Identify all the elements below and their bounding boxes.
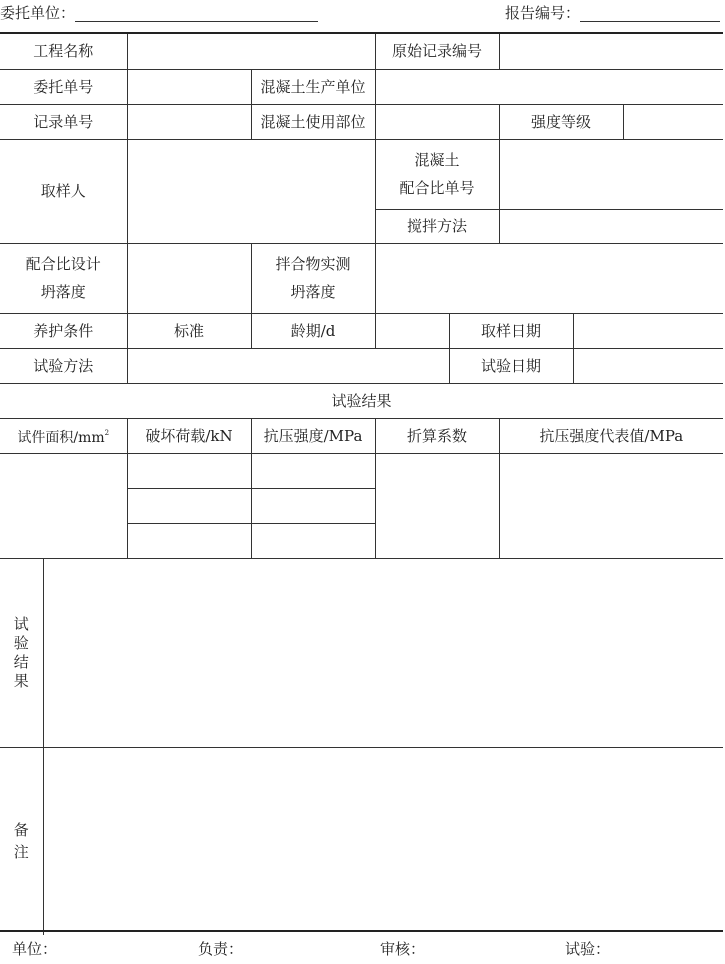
strength-cell-2[interactable] xyxy=(251,488,375,523)
original-record-no-label: 原始记录编号 xyxy=(375,33,499,69)
result-section-label xyxy=(0,558,43,747)
load-cell-3[interactable] xyxy=(127,523,251,558)
report-no-label: 报告编号： xyxy=(505,4,581,22)
strength-cell-3[interactable] xyxy=(251,523,375,558)
project-name-label: 工程名称 xyxy=(0,33,127,69)
col-header-area-sup: 2 xyxy=(104,429,110,437)
col-header-strength: 抗压强度/MPa xyxy=(251,418,375,453)
test-record-form xyxy=(0,32,723,935)
age-cell[interactable] xyxy=(375,313,449,348)
col-header-representative: 抗压强度代表值/MPa xyxy=(499,418,723,453)
header-client-unit xyxy=(0,0,318,28)
strength-grade-cell[interactable] xyxy=(623,104,723,139)
record-no-label: 记录单号 xyxy=(0,104,127,139)
result-section-text: 试验结果 xyxy=(13,614,29,690)
age-label: 龄期/d xyxy=(251,313,375,348)
original-record-no-cell[interactable] xyxy=(499,33,723,69)
measured-slump-line2: 坍落度 xyxy=(290,283,336,301)
mix-ratio-no-label xyxy=(375,139,499,209)
sampler-cell[interactable] xyxy=(127,139,375,243)
strength-cell-1[interactable] xyxy=(251,453,375,488)
mix-ratio-no-line1: 混凝土 xyxy=(414,151,460,169)
mix-ratio-no-cell[interactable] xyxy=(499,139,723,209)
client-unit-label: 委托单位： xyxy=(0,4,76,22)
footer-unit: 单位： xyxy=(12,940,58,958)
client-unit-field[interactable] xyxy=(75,3,318,22)
design-slump-cell[interactable] xyxy=(127,243,251,313)
design-slump-line1: 配合比设计 xyxy=(25,255,101,273)
mix-ratio-no-line2: 配合比单号 xyxy=(399,179,475,197)
concrete-use-part-cell[interactable] xyxy=(375,104,499,139)
concrete-use-part-label: 混凝土使用部位 xyxy=(251,104,375,139)
header-report-no xyxy=(505,0,720,28)
remarks-section-text: 备注 xyxy=(13,821,29,862)
measured-slump-cell[interactable] xyxy=(375,243,723,313)
commission-no-label: 委托单号 xyxy=(0,69,127,104)
commission-no-cell[interactable] xyxy=(127,69,251,104)
mixing-method-label: 搅拌方法 xyxy=(375,209,499,243)
footer-responsible: 负责： xyxy=(198,940,244,958)
mixing-method-cell[interactable] xyxy=(499,209,723,243)
project-name-cell[interactable] xyxy=(127,33,375,69)
sampling-date-label: 取样日期 xyxy=(449,313,573,348)
test-method-cell[interactable] xyxy=(127,348,449,383)
record-no-cell[interactable] xyxy=(127,104,251,139)
load-cell-1[interactable] xyxy=(127,453,251,488)
remarks-section-cell[interactable] xyxy=(43,747,723,935)
report-no-field[interactable] xyxy=(580,3,720,22)
footer-reviewer: 审核： xyxy=(380,940,426,958)
test-method-label: 试验方法 xyxy=(0,348,127,383)
factor-cell[interactable] xyxy=(375,453,499,558)
sampler-label: 取样人 xyxy=(0,139,127,243)
test-date-label: 试验日期 xyxy=(449,348,573,383)
test-date-cell[interactable] xyxy=(573,348,723,383)
sampling-date-cell[interactable] xyxy=(573,313,723,348)
measured-slump-line1: 拌合物实测 xyxy=(275,255,351,273)
design-slump-line2: 坍落度 xyxy=(40,283,86,301)
col-header-factor: 折算系数 xyxy=(375,418,499,453)
signature-footer xyxy=(0,930,723,964)
curing-condition-value: 标准 xyxy=(127,313,251,348)
footer-tester: 试验： xyxy=(565,940,611,958)
col-header-load: 破坏荷载/kN xyxy=(127,418,251,453)
concrete-producer-cell[interactable] xyxy=(375,69,723,104)
load-cell-2[interactable] xyxy=(127,488,251,523)
col-header-area xyxy=(0,418,127,453)
result-section-cell[interactable] xyxy=(43,558,723,747)
remarks-section-label xyxy=(0,747,43,935)
representative-cell[interactable] xyxy=(499,453,723,558)
strength-grade-label: 强度等级 xyxy=(499,104,623,139)
concrete-producer-label: 混凝土生产单位 xyxy=(251,69,375,104)
design-slump-label xyxy=(0,243,127,313)
test-results-title: 试验结果 xyxy=(0,383,723,418)
col-header-area-text: 试件面积/mm xyxy=(17,430,105,446)
area-cell[interactable] xyxy=(0,453,127,558)
curing-condition-label: 养护条件 xyxy=(0,313,127,348)
measured-slump-label xyxy=(251,243,375,313)
